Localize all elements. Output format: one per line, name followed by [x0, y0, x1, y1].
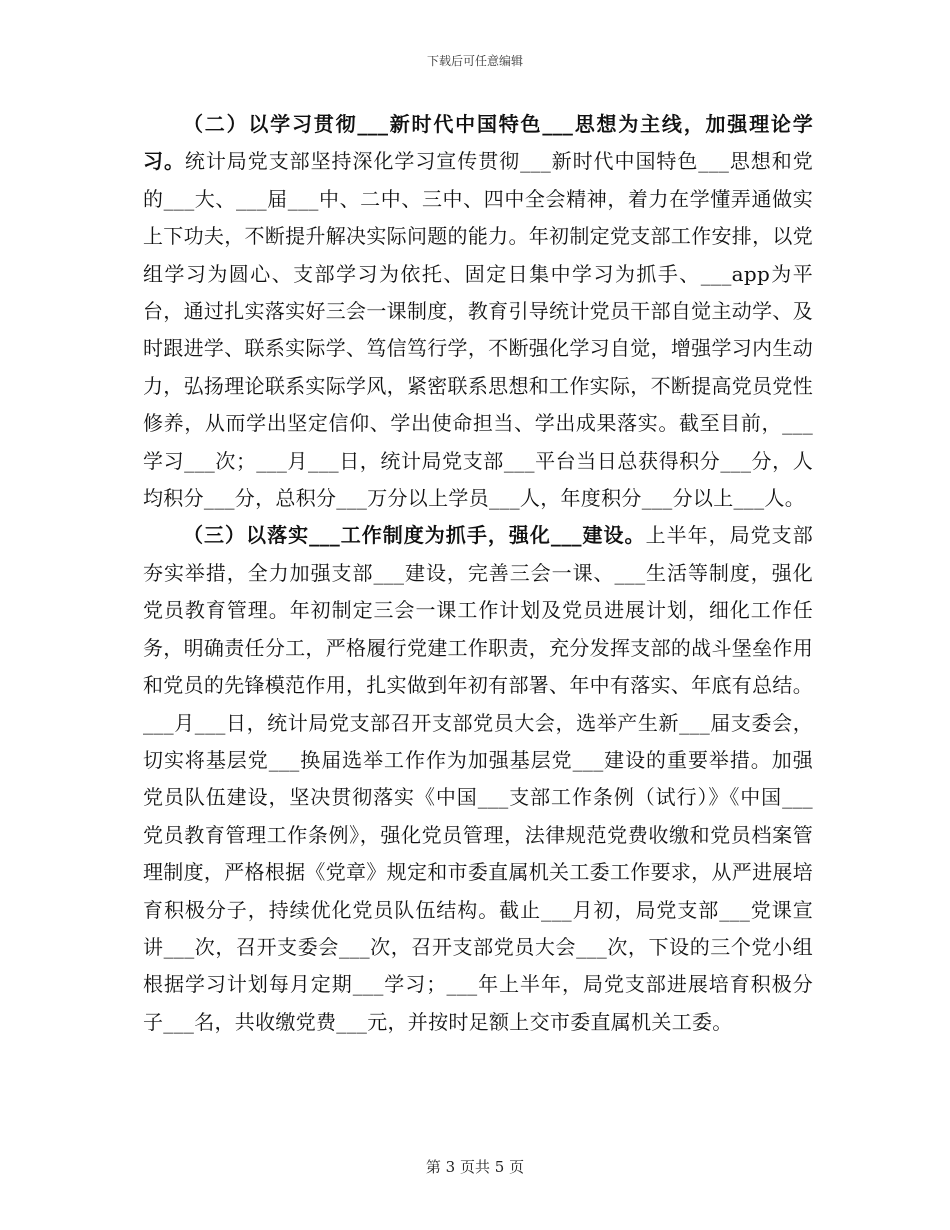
paragraph-theory-study [143, 106, 813, 517]
page-header: 下载后可任意编辑 [426, 54, 523, 68]
section-heading-2: （二）以学习贯彻___新时代中国特色___思想为主线，加强理论学习。 [143, 112, 813, 174]
document-body [143, 106, 813, 1041]
paragraph-party-building [143, 517, 813, 1041]
page-footer: 第 3 页共 5 页 [425, 1158, 525, 1176]
section-body-2: 统计局党支部坚持深化学习宣传贯彻___新时代中国特色___思想和党的___大、___届___中、二中、三中、四中全会精神，着力在学懂弄通做实上下功夫，不断提升解决实际问题的能力。年初制定党支部工作安排，以党组学习为圆心、支部学习为依托、固定日集中学习为抓手、___app为平台，通过扎实落实好三会一课制度，教育引导统计党员干部自觉主动学、及时跟进学、联系实际学、笃信笃行学，不断强化学习自觉，增强学习内生动力，弘扬理论联系实际学风，紧密联系思想和工作实际，不断提高党员党性修养，从而学出坚定信仰、学出使命担当、学出成果落实。截至目前，___学习___次；___月___日，统计局党支部___平台当日总获得积分___分，人均积分___分，总积分___万分以上学员___人，年度积分___分以上___人。 [143, 149, 813, 511]
section-heading-3: （三）以落实___工作制度为抓手，强化___建设。 [183, 523, 646, 548]
section-body-3: 上半年，局党支部夯实举措，全力加强支部___建设，完善三会一课、___生活等制度，强化党员教育管理。年初制定三会一课工作计划及党员进展计划，细化工作任务，明确责任分工，严格履行党建工作职责，充分发挥支部的战斗堡垒作用和党员的先锋模范作用，扎实做到年初有部署、年中有落实、年底有总结。___月___日，统计局党支部召开支部党员大会，选举产生新___届支委会，切实将基层党___换届选举工作作为加强基层党___建设的重要举措。加强党员队伍建设，坚决贯彻落实《中国___支部工作条例（试行）》《中国___党员教育管理工作条例》，强化党员管理，法律规范党费收缴和党员档案管理制度，严格根据《党章》规定和市委直属机关工委工作要求，从严进展培育积极分子，持续优化党员队伍结构。截止___月初，局党支部___党课宣讲___次，召开支委会___次，召开支部党员大会___次，下设的三个党小组根据学习计划每月定期___学习；___年上半年，局党支部进展培育积极分子___名，共收缴党费___元，并按时足额上交市委直属机关工委。 [143, 523, 814, 1034]
